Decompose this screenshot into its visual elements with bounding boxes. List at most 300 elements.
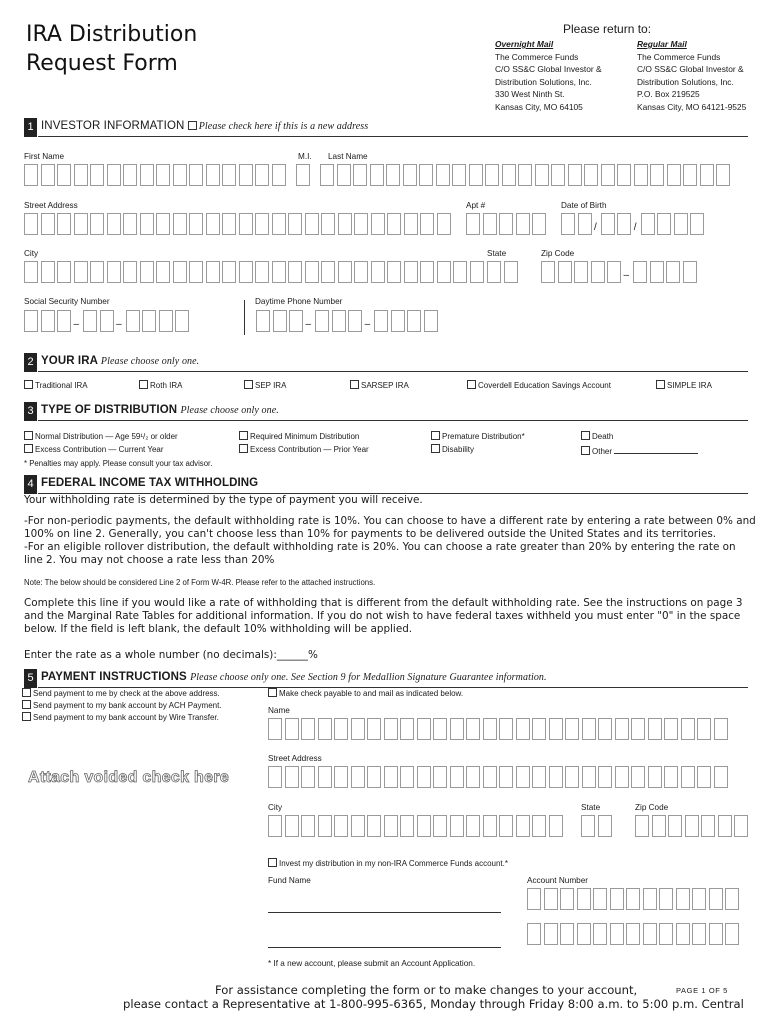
char-box[interactable]: [384, 766, 398, 788]
char-box[interactable]: [683, 261, 697, 283]
char-box[interactable]: [301, 815, 315, 837]
char-box[interactable]: [222, 213, 236, 235]
char-box[interactable]: [667, 164, 681, 186]
char-box[interactable]: [483, 766, 497, 788]
pay-wire-option[interactable]: [22, 712, 219, 722]
char-box[interactable]: [417, 815, 431, 837]
payee-street-field[interactable]: [268, 766, 730, 788]
other-line[interactable]: [614, 444, 698, 454]
char-box[interactable]: [648, 718, 662, 740]
char-box[interactable]: [650, 261, 664, 283]
char-box[interactable]: [591, 261, 605, 283]
char-box[interactable]: [268, 815, 282, 837]
char-box[interactable]: [527, 923, 541, 945]
char-box[interactable]: [24, 213, 38, 235]
char-box[interactable]: [718, 815, 732, 837]
char-box[interactable]: [255, 261, 269, 283]
ssn-field[interactable]: [24, 310, 192, 332]
char-box[interactable]: [617, 164, 631, 186]
char-box[interactable]: [272, 213, 286, 235]
char-box[interactable]: [348, 310, 362, 332]
char-box[interactable]: [367, 718, 381, 740]
char-box[interactable]: [189, 261, 203, 283]
char-box[interactable]: [641, 213, 655, 235]
char-box[interactable]: [690, 213, 704, 235]
char-box[interactable]: [659, 923, 673, 945]
char-box[interactable]: [273, 310, 287, 332]
char-box[interactable]: [321, 261, 335, 283]
char-box[interactable]: [657, 213, 671, 235]
char-box[interactable]: [565, 718, 579, 740]
state-field[interactable]: [487, 261, 520, 283]
checkbox[interactable]: [24, 444, 33, 453]
char-box[interactable]: [41, 310, 55, 332]
char-box[interactable]: [126, 310, 140, 332]
char-box[interactable]: [272, 261, 286, 283]
checkbox[interactable]: [467, 380, 476, 389]
char-box[interactable]: [400, 766, 414, 788]
char-box[interactable]: [156, 261, 170, 283]
char-box[interactable]: [255, 164, 269, 186]
char-box[interactable]: [664, 766, 678, 788]
char-box[interactable]: [371, 213, 385, 235]
char-box[interactable]: [549, 718, 563, 740]
char-box[interactable]: [701, 815, 715, 837]
char-box[interactable]: [516, 213, 530, 235]
char-box[interactable]: [384, 718, 398, 740]
char-box[interactable]: [483, 213, 497, 235]
ira-traditional-option[interactable]: [24, 380, 88, 390]
char-box[interactable]: [334, 815, 348, 837]
char-box[interactable]: [504, 261, 518, 283]
char-box[interactable]: [626, 888, 640, 910]
char-box[interactable]: [676, 888, 690, 910]
char-box[interactable]: [268, 718, 282, 740]
char-box[interactable]: [643, 923, 657, 945]
char-box[interactable]: [466, 766, 480, 788]
char-box[interactable]: [57, 164, 71, 186]
char-box[interactable]: [598, 815, 612, 837]
ira-coverdell-option[interactable]: [467, 380, 611, 390]
char-box[interactable]: [123, 164, 137, 186]
char-box[interactable]: [24, 164, 38, 186]
char-box[interactable]: [549, 766, 563, 788]
char-box[interactable]: [57, 213, 71, 235]
char-box[interactable]: [272, 164, 286, 186]
char-box[interactable]: [565, 766, 579, 788]
char-box[interactable]: [650, 164, 664, 186]
mi-field[interactable]: [296, 164, 313, 186]
char-box[interactable]: [674, 213, 688, 235]
char-box[interactable]: [239, 213, 253, 235]
char-box[interactable]: [318, 718, 332, 740]
char-box[interactable]: [354, 261, 368, 283]
dist-other-option[interactable]: [581, 444, 698, 456]
char-box[interactable]: [643, 888, 657, 910]
dist-excess-current-option[interactable]: [24, 444, 164, 454]
char-box[interactable]: [664, 718, 678, 740]
char-box[interactable]: [419, 164, 433, 186]
char-box[interactable]: [692, 888, 706, 910]
invest-option[interactable]: [268, 858, 508, 868]
char-box[interactable]: [173, 164, 187, 186]
char-box[interactable]: [24, 261, 38, 283]
checkbox[interactable]: [350, 380, 359, 389]
char-box[interactable]: [175, 310, 189, 332]
char-box[interactable]: [420, 213, 434, 235]
char-box[interactable]: [560, 888, 574, 910]
char-box[interactable]: [697, 718, 711, 740]
dist-disability-option[interactable]: [431, 444, 474, 454]
dist-rmd-option[interactable]: [239, 431, 359, 441]
checkbox[interactable]: [431, 444, 440, 453]
char-box[interactable]: [635, 815, 649, 837]
zip-field[interactable]: [541, 261, 699, 283]
char-box[interactable]: [83, 310, 97, 332]
char-box[interactable]: [301, 718, 315, 740]
char-box[interactable]: [593, 923, 607, 945]
char-box[interactable]: [532, 718, 546, 740]
char-box[interactable]: [714, 766, 728, 788]
char-box[interactable]: [354, 213, 368, 235]
char-box[interactable]: [483, 718, 497, 740]
char-box[interactable]: [289, 310, 303, 332]
char-box[interactable]: [700, 164, 714, 186]
dob-field[interactable]: [561, 213, 707, 235]
char-box[interactable]: [285, 718, 299, 740]
char-box[interactable]: [156, 213, 170, 235]
char-box[interactable]: [532, 815, 546, 837]
char-box[interactable]: [527, 888, 541, 910]
char-box[interactable]: [610, 923, 624, 945]
char-box[interactable]: [499, 718, 513, 740]
char-box[interactable]: [577, 888, 591, 910]
char-box[interactable]: [41, 164, 55, 186]
char-box[interactable]: [518, 164, 532, 186]
char-box[interactable]: [420, 261, 434, 283]
ira-sep-option[interactable]: [244, 380, 286, 390]
char-box[interactable]: [239, 261, 253, 283]
char-box[interactable]: [668, 815, 682, 837]
char-box[interactable]: [601, 164, 615, 186]
char-box[interactable]: [466, 718, 480, 740]
ira-simple-option[interactable]: [656, 380, 712, 390]
char-box[interactable]: [123, 213, 137, 235]
char-box[interactable]: [584, 164, 598, 186]
char-box[interactable]: [315, 310, 329, 332]
account-number-field[interactable]: [527, 888, 742, 910]
char-box[interactable]: [469, 164, 483, 186]
fund-name-line-2[interactable]: [268, 947, 501, 948]
char-box[interactable]: [535, 164, 549, 186]
char-box[interactable]: [617, 213, 631, 235]
char-box[interactable]: [296, 164, 310, 186]
char-box[interactable]: [90, 261, 104, 283]
char-box[interactable]: [598, 766, 612, 788]
char-box[interactable]: [400, 718, 414, 740]
char-box[interactable]: [541, 261, 555, 283]
checkbox[interactable]: [22, 688, 31, 697]
char-box[interactable]: [159, 310, 173, 332]
char-box[interactable]: [516, 815, 530, 837]
char-box[interactable]: [577, 923, 591, 945]
pay-ach-option[interactable]: [22, 700, 222, 710]
char-box[interactable]: [123, 261, 137, 283]
char-box[interactable]: [544, 888, 558, 910]
checkbox[interactable]: [431, 431, 440, 440]
first-name-field[interactable]: [24, 164, 288, 186]
char-box[interactable]: [436, 164, 450, 186]
pay-payable-option[interactable]: [268, 688, 463, 698]
char-box[interactable]: [387, 261, 401, 283]
char-box[interactable]: [256, 310, 270, 332]
char-box[interactable]: [716, 164, 730, 186]
street-address-field[interactable]: [24, 213, 453, 235]
char-box[interactable]: [239, 164, 253, 186]
char-box[interactable]: [544, 923, 558, 945]
char-box[interactable]: [334, 718, 348, 740]
char-box[interactable]: [615, 718, 629, 740]
char-box[interactable]: [305, 261, 319, 283]
payee-name-field[interactable]: [268, 718, 730, 740]
withholding-rate-line[interactable]: Enter the rate as a whole number (no decimals):______%: [24, 649, 318, 661]
char-box[interactable]: [582, 718, 596, 740]
char-box[interactable]: [466, 213, 480, 235]
char-box[interactable]: [384, 815, 398, 837]
char-box[interactable]: [318, 815, 332, 837]
char-box[interactable]: [709, 923, 723, 945]
char-box[interactable]: [387, 213, 401, 235]
char-box[interactable]: [206, 213, 220, 235]
dist-excess-prior-option[interactable]: [239, 444, 369, 454]
char-box[interactable]: [173, 213, 187, 235]
char-box[interactable]: [607, 261, 621, 283]
char-box[interactable]: [255, 213, 269, 235]
char-box[interactable]: [560, 923, 574, 945]
char-box[interactable]: [532, 766, 546, 788]
checkbox[interactable]: [244, 380, 253, 389]
char-box[interactable]: [582, 766, 596, 788]
char-box[interactable]: [142, 310, 156, 332]
char-box[interactable]: [140, 261, 154, 283]
char-box[interactable]: [74, 261, 88, 283]
char-box[interactable]: [320, 164, 334, 186]
char-box[interactable]: [502, 164, 516, 186]
payee-city-field[interactable]: [268, 815, 565, 837]
account-number-field-2[interactable]: [527, 923, 742, 945]
char-box[interactable]: [370, 164, 384, 186]
char-box[interactable]: [41, 213, 55, 235]
checkbox[interactable]: [22, 712, 31, 721]
phone-field[interactable]: [256, 310, 440, 332]
char-box[interactable]: [371, 261, 385, 283]
char-box[interactable]: [400, 815, 414, 837]
char-box[interactable]: [551, 164, 565, 186]
char-box[interactable]: [532, 213, 546, 235]
char-box[interactable]: [725, 888, 739, 910]
char-box[interactable]: [332, 310, 346, 332]
char-box[interactable]: [568, 164, 582, 186]
char-box[interactable]: [417, 766, 431, 788]
char-box[interactable]: [107, 213, 121, 235]
char-box[interactable]: [367, 766, 381, 788]
char-box[interactable]: [685, 815, 699, 837]
apt-field[interactable]: [466, 213, 549, 235]
char-box[interactable]: [140, 164, 154, 186]
char-box[interactable]: [437, 261, 451, 283]
char-box[interactable]: [453, 261, 467, 283]
checkbox[interactable]: [581, 446, 590, 455]
payee-state-field[interactable]: [581, 815, 614, 837]
char-box[interactable]: [57, 261, 71, 283]
char-box[interactable]: [610, 888, 624, 910]
checkbox[interactable]: [24, 431, 33, 440]
char-box[interactable]: [351, 718, 365, 740]
char-box[interactable]: [268, 766, 282, 788]
checkbox[interactable]: [268, 688, 277, 697]
char-box[interactable]: [433, 815, 447, 837]
char-box[interactable]: [107, 164, 121, 186]
char-box[interactable]: [433, 766, 447, 788]
char-box[interactable]: [351, 815, 365, 837]
char-box[interactable]: [156, 164, 170, 186]
checkbox[interactable]: [22, 700, 31, 709]
char-box[interactable]: [222, 164, 236, 186]
char-box[interactable]: [206, 261, 220, 283]
char-box[interactable]: [334, 766, 348, 788]
char-box[interactable]: [709, 888, 723, 910]
char-box[interactable]: [173, 261, 187, 283]
char-box[interactable]: [516, 718, 530, 740]
char-box[interactable]: [450, 766, 464, 788]
char-box[interactable]: [417, 718, 431, 740]
char-box[interactable]: [631, 766, 645, 788]
char-box[interactable]: [206, 164, 220, 186]
char-box[interactable]: [681, 766, 695, 788]
char-box[interactable]: [574, 261, 588, 283]
char-box[interactable]: [107, 261, 121, 283]
char-box[interactable]: [499, 766, 513, 788]
char-box[interactable]: [697, 766, 711, 788]
char-box[interactable]: [499, 213, 513, 235]
char-box[interactable]: [391, 310, 405, 332]
char-box[interactable]: [633, 261, 647, 283]
checkbox[interactable]: [268, 858, 277, 867]
char-box[interactable]: [351, 766, 365, 788]
char-box[interactable]: [578, 213, 592, 235]
char-box[interactable]: [90, 213, 104, 235]
char-box[interactable]: [485, 164, 499, 186]
checkbox[interactable]: [139, 380, 148, 389]
char-box[interactable]: [24, 310, 38, 332]
char-box[interactable]: [487, 261, 501, 283]
char-box[interactable]: [437, 213, 451, 235]
char-box[interactable]: [433, 718, 447, 740]
char-box[interactable]: [301, 766, 315, 788]
char-box[interactable]: [714, 718, 728, 740]
char-box[interactable]: [626, 923, 640, 945]
char-box[interactable]: [338, 261, 352, 283]
new-address-checkbox[interactable]: [188, 121, 197, 130]
char-box[interactable]: [407, 310, 421, 332]
char-box[interactable]: [681, 718, 695, 740]
char-box[interactable]: [692, 923, 706, 945]
char-box[interactable]: [338, 213, 352, 235]
char-box[interactable]: [386, 164, 400, 186]
checkbox[interactable]: [24, 380, 33, 389]
checkbox[interactable]: [239, 431, 248, 440]
checkbox[interactable]: [581, 431, 590, 440]
char-box[interactable]: [74, 164, 88, 186]
char-box[interactable]: [285, 815, 299, 837]
char-box[interactable]: [337, 164, 351, 186]
checkbox[interactable]: [239, 444, 248, 453]
char-box[interactable]: [189, 164, 203, 186]
char-box[interactable]: [100, 310, 114, 332]
char-box[interactable]: [593, 888, 607, 910]
ira-sarsep-option[interactable]: [350, 380, 409, 390]
char-box[interactable]: [140, 213, 154, 235]
char-box[interactable]: [581, 815, 595, 837]
char-box[interactable]: [374, 310, 388, 332]
char-box[interactable]: [450, 815, 464, 837]
char-box[interactable]: [558, 261, 572, 283]
char-box[interactable]: [483, 815, 497, 837]
city-field[interactable]: [24, 261, 486, 283]
char-box[interactable]: [734, 815, 748, 837]
char-box[interactable]: [601, 213, 615, 235]
dist-normal-option[interactable]: [24, 431, 178, 441]
checkbox[interactable]: [656, 380, 665, 389]
char-box[interactable]: [470, 261, 484, 283]
char-box[interactable]: [288, 261, 302, 283]
char-box[interactable]: [424, 310, 438, 332]
char-box[interactable]: [516, 766, 530, 788]
char-box[interactable]: [403, 164, 417, 186]
char-box[interactable]: [318, 766, 332, 788]
char-box[interactable]: [90, 164, 104, 186]
char-box[interactable]: [189, 213, 203, 235]
char-box[interactable]: [305, 213, 319, 235]
char-box[interactable]: [404, 261, 418, 283]
char-box[interactable]: [666, 261, 680, 283]
char-box[interactable]: [725, 923, 739, 945]
char-box[interactable]: [466, 815, 480, 837]
last-name-field[interactable]: [320, 164, 733, 186]
char-box[interactable]: [404, 213, 418, 235]
char-box[interactable]: [74, 213, 88, 235]
char-box[interactable]: [452, 164, 466, 186]
char-box[interactable]: [652, 815, 666, 837]
dist-premature-option[interactable]: [431, 431, 525, 441]
char-box[interactable]: [222, 261, 236, 283]
char-box[interactable]: [549, 815, 563, 837]
char-box[interactable]: [615, 766, 629, 788]
char-box[interactable]: [499, 815, 513, 837]
payee-zip-field[interactable]: [635, 815, 751, 837]
char-box[interactable]: [41, 261, 55, 283]
ira-roth-option[interactable]: [139, 380, 182, 390]
char-box[interactable]: [648, 766, 662, 788]
char-box[interactable]: [353, 164, 367, 186]
char-box[interactable]: [598, 718, 612, 740]
char-box[interactable]: [634, 164, 648, 186]
char-box[interactable]: [285, 766, 299, 788]
dist-death-option[interactable]: [581, 431, 613, 441]
char-box[interactable]: [288, 213, 302, 235]
char-box[interactable]: [659, 888, 673, 910]
char-box[interactable]: [676, 923, 690, 945]
